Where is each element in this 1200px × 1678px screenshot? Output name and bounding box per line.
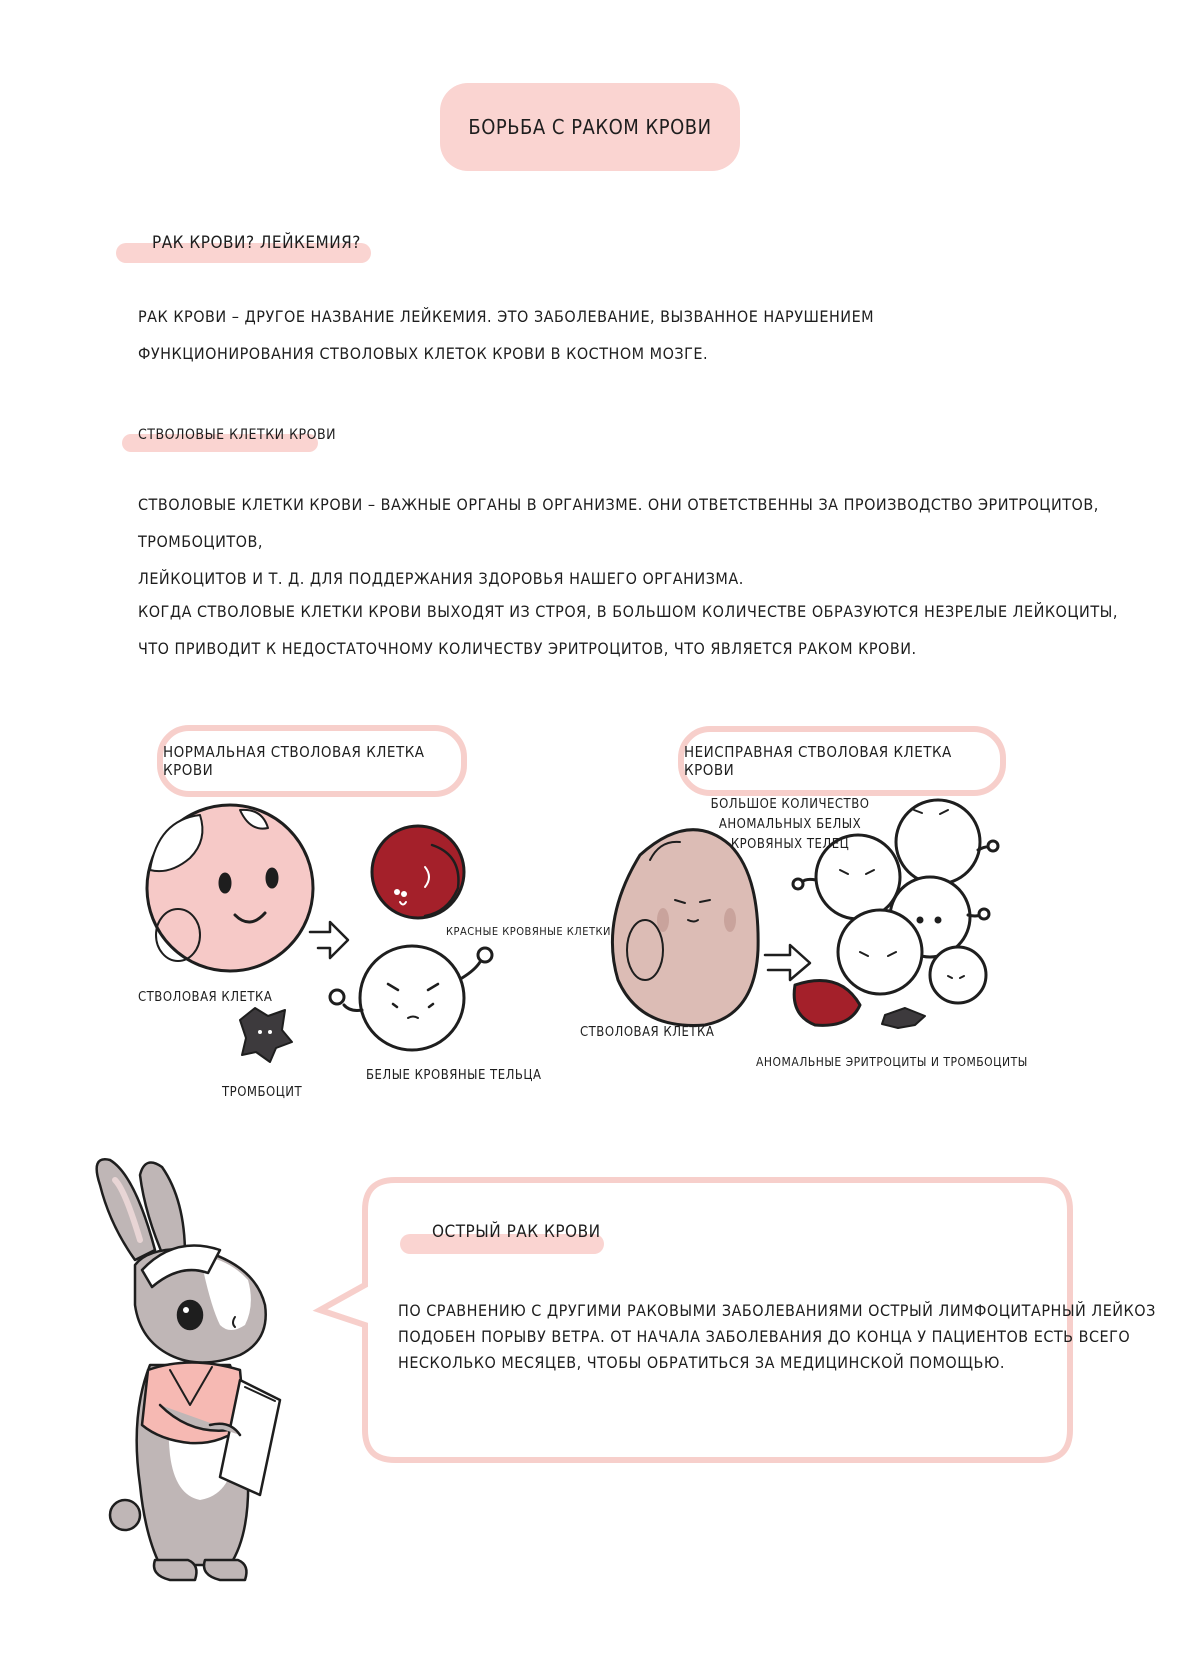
paragraph-leukemia bbox=[138, 298, 874, 372]
paragraph-line: КОГДА СТВОЛОВЫЕ КЛЕТКИ КРОВИ ВЫХОДЯТ ИЗ СТРОЯ, В БОЛЬШОМ КОЛИЧЕСТВЕ ОБРАЗУЮТСЯ НЕЗРЕЛЫЕ ЛЕЙКОЦИТЫ, bbox=[138, 602, 1118, 621]
paragraph-stem-cells-2 bbox=[138, 593, 1118, 667]
label-line: КРОВЯНЫХ ТЕЛЕЦ bbox=[730, 837, 850, 852]
paragraph-line: ЛЕЙКОЦИТОВ И Т. Д. ДЛЯ ПОДДЕРЖАНИЯ ЗДОРОВЬЯ НАШЕГО ОРГАНИЗМА. bbox=[138, 569, 744, 588]
red-blood-cell-drawing bbox=[372, 826, 464, 918]
section-label-leukemia: РАК КРОВИ? ЛЕЙКЕМИЯ? bbox=[152, 233, 361, 253]
page-title: БОРЬБА С РАКОМ КРОВИ bbox=[440, 83, 740, 171]
abnormal-platelet-drawing bbox=[882, 1008, 925, 1028]
section-label-stem-cells: СТВОЛОВЫЕ КЛЕТКИ КРОВИ bbox=[138, 427, 337, 443]
label-platelet: ТРОМБОЦИТ bbox=[222, 1085, 303, 1100]
callout-text bbox=[398, 1298, 1156, 1376]
paragraph-line: РАК КРОВИ – ДРУГОЕ НАЗВАНИЕ ЛЕЙКЕМИЯ. ЭТО ЗАБОЛЕВАНИЕ, ВЫЗВАННОЕ НАРУШЕНИЕМ bbox=[138, 307, 875, 326]
faulty-stem-cell-drawing bbox=[612, 830, 758, 1026]
callout-label: ОСТРЫЙ РАК КРОВИ bbox=[432, 1222, 601, 1242]
label-red-blood-cells: КРАСНЫЕ КРОВЯНЫЕ КЛЕТКИ bbox=[446, 925, 611, 938]
white-blood-cell-drawing bbox=[330, 946, 492, 1050]
abnormal-red-cell-drawing bbox=[794, 981, 860, 1026]
platelet-drawing bbox=[240, 1008, 292, 1062]
callout-line: НЕСКОЛЬКО МЕСЯЦЕВ, ЧТОБЫ ОБРАТИТЬСЯ ЗА МЕДИЦИНСКОЙ ПОМОЩЬЮ. bbox=[398, 1353, 1005, 1372]
label-stem-cell-normal: СТВОЛОВАЯ КЛЕТКА bbox=[138, 990, 273, 1005]
paragraph-line: ФУНКЦИОНИРОВАНИЯ СТВОЛОВЫХ КЛЕТОК КРОВИ В КОСТНОМ МОЗГЕ. bbox=[138, 344, 709, 363]
paragraph-stem-cells-1 bbox=[138, 486, 1200, 597]
callout-line: ПО СРАВНЕНИЮ С ДРУГИМИ РАКОВЫМИ ЗАБОЛЕВАНИЯМИ ОСТРЫЙ ЛИМФОЦИТАРНЫЙ ЛЕЙКОЗ bbox=[398, 1301, 1156, 1320]
label-line: БОЛЬШОЕ КОЛИЧЕСТВО bbox=[710, 797, 870, 812]
bunny-nurse-illustration bbox=[80, 1155, 310, 1595]
paragraph-line: ЧТО ПРИВОДИТ К НЕДОСТАТОЧНОМУ КОЛИЧЕСТВУ ЭРИТРОЦИТОВ, ЧТО ЯВЛЯЕТСЯ РАКОМ КРОВИ. bbox=[138, 639, 917, 658]
callout-line: ПОДОБЕН ПОРЫВУ ВЕТРА. ОТ НАЧАЛА ЗАБОЛЕВАНИЯ ДО КОНЦА У ПАЦИЕНТОВ ЕСТЬ ВСЕГО bbox=[398, 1327, 1131, 1346]
normal-stem-cell-title: НОРМАЛЬНАЯ СТВОЛОВАЯ КЛЕТКА КРОВИ bbox=[157, 725, 467, 797]
label-abnormal-rbc-platelets: АНОМАЛЬНЫЕ ЭРИТРОЦИТЫ И ТРОМБОЦИТЫ bbox=[756, 1055, 1028, 1069]
paragraph-line: СТВОЛОВЫЕ КЛЕТКИ КРОВИ – ВАЖНЫЕ ОРГАНЫ В ОРГАНИЗМЕ. ОНИ ОТВЕТСТВЕННЫ ЗА ПРОИЗВОДСТВО ЭРИТРОЦИТОВ, ТРОМБОЦИТОВ, bbox=[138, 495, 1099, 551]
faulty-stem-cell-title: НЕИСПРАВНАЯ СТВОЛОВАЯ КЛЕТКА КРОВИ bbox=[678, 726, 1006, 796]
stem-cell-drawing bbox=[147, 805, 313, 971]
label-line: АНОМАЛЬНЫХ БЕЛЫХ bbox=[718, 817, 862, 832]
label-stem-cell-faulty: СТВОЛОВАЯ КЛЕТКА bbox=[580, 1025, 715, 1040]
label-many-abnormal-white bbox=[710, 795, 870, 855]
label-white-blood-cells: БЕЛЫЕ КРОВЯНЫЕ ТЕЛЬЦА bbox=[366, 1068, 542, 1083]
